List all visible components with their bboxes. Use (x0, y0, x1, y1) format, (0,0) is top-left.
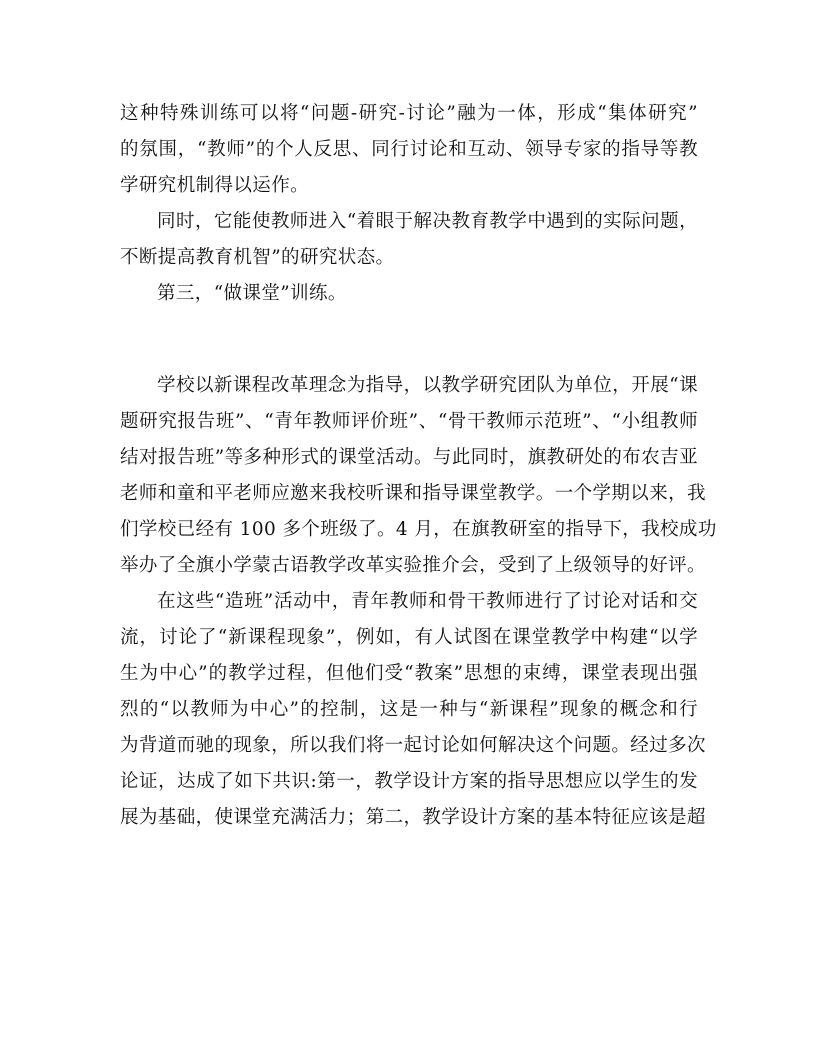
document-page (120, 96, 717, 836)
text-line: 流，讨论了“新课程现象”，例如，有人试图在课堂教学中构建“以学 (120, 627, 698, 648)
paragraph (120, 204, 698, 276)
text-line: 烈的“以教师为中心”的控制，这是一种与“新课程”现象的概念和行 (120, 699, 698, 720)
text-line: 展为基础，使课堂充满活力；第二，教学设计方案的基本特征应该是超 (120, 807, 706, 828)
text-line: 生为中心”的教学过程，但他们受“教案”思想的束缚，课堂表现出强 (120, 663, 698, 684)
text-line: 同时，它能使教师进入“着眼于解决教育教学中遇到的实际问题， (157, 211, 698, 232)
paragraph (120, 276, 698, 312)
text-line: 们学校已经有 100 多个班级了。4 月，在旗教研室的指导下，我校成功 (120, 519, 717, 540)
text-line: 学研究机制得以运作。 (120, 175, 310, 196)
paragraph (120, 96, 698, 204)
text-line: 举办了全旗小学蒙古语教学改革实验推介会，受到了上级领导的好评。 (120, 555, 706, 576)
text-line: 老师和童和平老师应邀来我校听课和指导课堂教学。一个学期以来，我 (120, 483, 706, 504)
paragraph (120, 368, 717, 584)
text-line: 题研究报告班”、“青年教师评价班”、“骨干教师示范班”、“小组教师 (120, 411, 698, 432)
text-line: 结对报告班”等多种形式的课堂活动。与此同时，旗教研处的布农吉亚 (120, 447, 698, 468)
paragraph (120, 584, 706, 836)
text-line: 这种特殊训练可以将“问题-研究-讨论”融为一体，形成“集体研究” (120, 103, 698, 124)
text-line: 不断提高教育机智”的研究状态。 (120, 247, 395, 268)
text-line: 的氛围，“教师”的个人反思、同行讨论和互动、领导专家的指导等教 (120, 139, 698, 160)
text-line: 为背道而驰的现象，所以我们将一起讨论如何解决这个问题。经过多次 (120, 735, 706, 756)
text-line: 论证，达成了如下共识:第一，教学设计方案的指导思想应以学生的发 (120, 771, 698, 792)
text-line: 学校以新课程改革理念为指导，以教学研究团队为单位，开展“课 (157, 375, 698, 396)
text-line: 在这些“造班”活动中，青年教师和骨干教师进行了讨论对话和交 (157, 591, 698, 612)
section-heading: 第三，“做课堂”训练。 (157, 283, 347, 304)
paragraph-spacer (120, 312, 698, 368)
